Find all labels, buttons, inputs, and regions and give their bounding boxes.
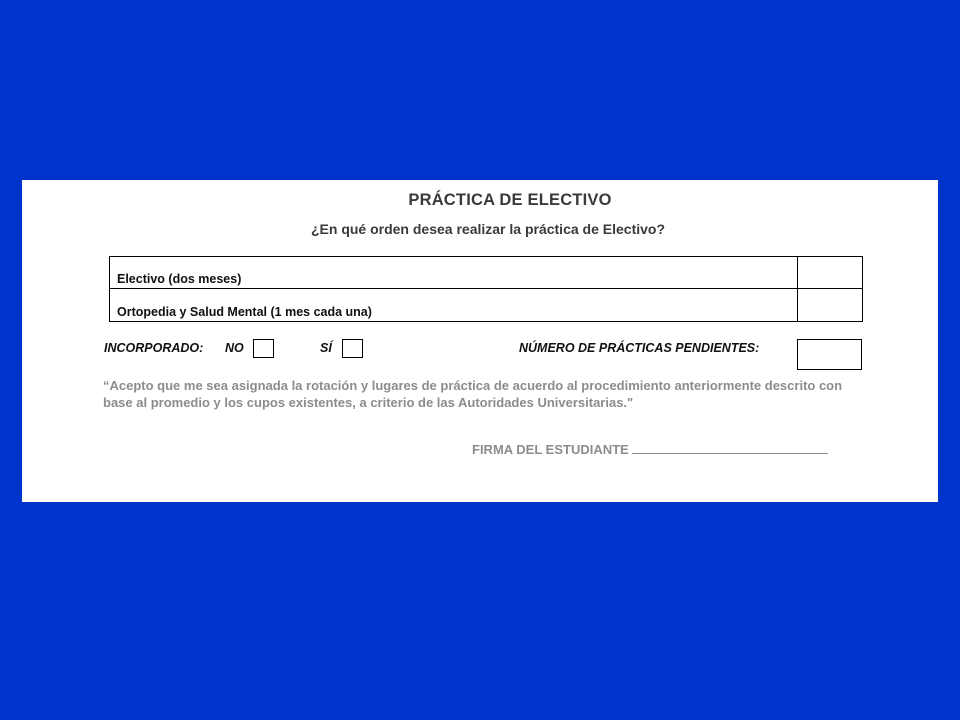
signature-block	[472, 442, 828, 457]
pendientes-label: NÚMERO DE PRÁCTICAS PENDIENTES:	[519, 341, 760, 355]
option-label-ortopedia-salud-mental: Ortopedia y Salud Mental (1 mes cada una)	[117, 305, 372, 319]
option-order-field-ortopedia-salud-mental[interactable]	[797, 289, 863, 321]
form-question: ¿En qué orden desea realizar la práctica de Electivo?	[310, 221, 666, 237]
no-label: NO	[225, 341, 244, 355]
si-label: SÍ	[320, 341, 332, 355]
incorporado-label: INCORPORADO:	[104, 341, 204, 355]
electivo-form-card	[22, 180, 938, 502]
pendientes-count-field[interactable]	[797, 339, 862, 370]
option-row-ortopedia-salud-mental	[110, 289, 862, 321]
option-order-field-electivo[interactable]	[797, 257, 863, 288]
agreement-statement: “Acepto que me sea asignada la rotación y lugares de práctica de acuerdo al procedimiento anteriormente descrito con base al promedio y los cupos existentes, a criterio de las Autoridades Universitarias."	[103, 378, 843, 410]
option-label-electivo: Electivo (dos meses)	[117, 272, 242, 286]
signature-line[interactable]	[632, 442, 828, 454]
form-title: PRÁCTICA DE ELECTIVO	[408, 191, 612, 209]
order-options-table	[109, 256, 863, 322]
incorporado-no-checkbox[interactable]	[253, 339, 274, 358]
incorporado-si-checkbox[interactable]	[342, 339, 363, 358]
option-row-electivo	[110, 257, 862, 289]
signature-label: FIRMA DEL ESTUDIANTE	[472, 442, 629, 457]
